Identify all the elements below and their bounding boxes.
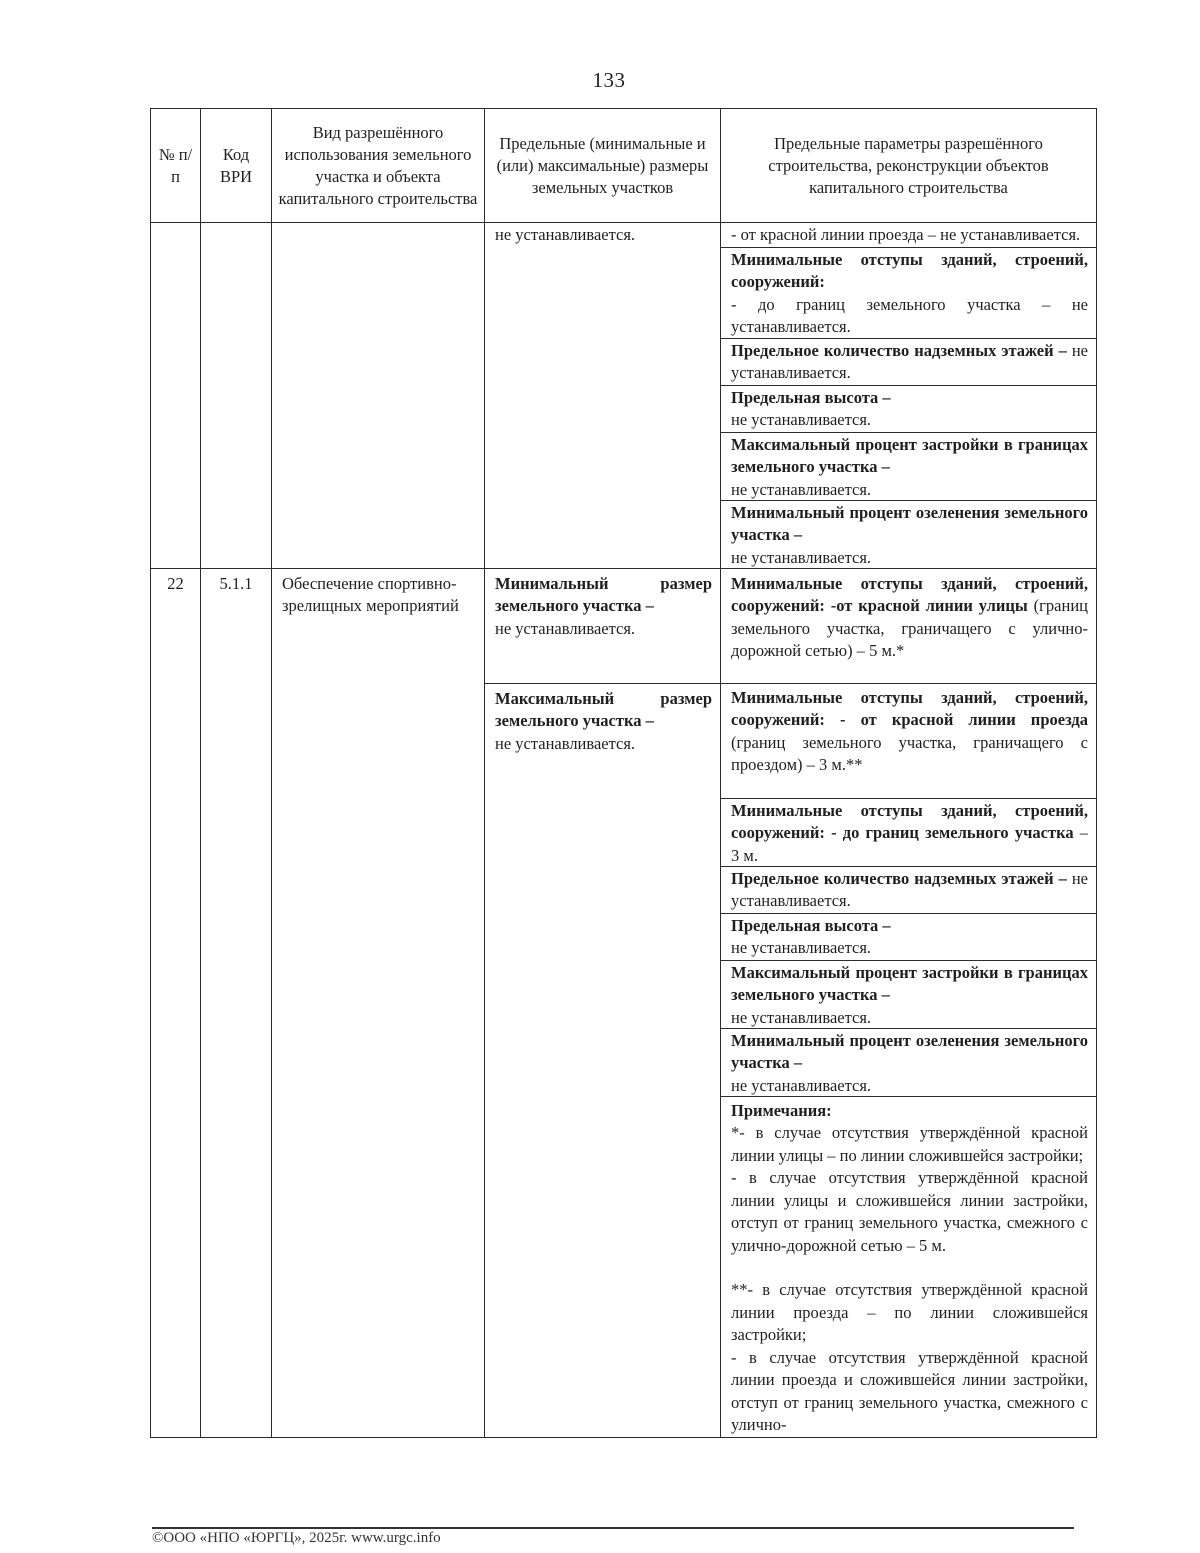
header-code: Код ВРИ — [201, 109, 272, 223]
param-item: Минимальные отступы зданий, строений, сооружений: - до границ земельного участка – не устанавливается. — [721, 248, 1096, 339]
cell-num — [151, 223, 201, 569]
size-text: не устанавливается. — [495, 225, 636, 244]
header-params: Предельные параметры разрешённого строительства, реконструкции объектов капитального строительства — [721, 109, 1097, 223]
page-number: 133 — [592, 68, 626, 92]
param-item: Минимальные отступы зданий, строений, сооружений: - от красной линии проезда (границ земельного участка, граничащего с проездом) – 3 м.** — [721, 684, 1096, 799]
param-item: Минимальный процент озеленения земельного участка – не устанавливается. — [721, 1029, 1096, 1097]
header-type: Вид разрешённого использования земельного участка и объекта капитального строительства — [272, 109, 485, 223]
cell-type — [272, 223, 485, 569]
param-item: Максимальный процент застройки в границах земельного участка – не устанавливается. — [721, 961, 1096, 1029]
param-item: Предельное количество надземных этажей – не устанавливается. — [721, 867, 1096, 914]
cell-code — [201, 223, 272, 569]
param-item: - от красной линии проезда – не устанавливается. — [721, 223, 1096, 248]
cell-sizes — [485, 568, 721, 1437]
param-item: Минимальный процент озеленения земельного участка – не устанавливается. — [731, 502, 1088, 567]
cell-num: 22 — [151, 568, 201, 1437]
note-paragraph: - в случае отсутствия утверждённой красной линии проезда и сложившейся линии застройки, отступ от границ земельного участка, смежного с улично- — [731, 1347, 1088, 1434]
notes — [721, 1097, 1096, 1437]
param-item: Предельная высота – не устанавливается. — [721, 386, 1096, 433]
cell-sizes — [485, 223, 721, 569]
note-paragraph: **- в случае отсутствия утверждённой красной линии проезда – по линии сложившейся застройки; — [731, 1280, 1088, 1344]
size-min: Минимальный размер земельного участка – не устанавливается. — [485, 569, 720, 684]
param-item: Минимальные отступы зданий, строений, сооружений: -от красной линии улицы (границ земельного участка, граничащего с улично-дорожной сетью) – 5 м.* — [721, 569, 1096, 684]
cell-code: 5.1.1 — [201, 568, 272, 1437]
cell-params — [721, 223, 1097, 569]
param-item: Предельное количество надземных этажей – не устанавливается. — [721, 339, 1096, 386]
footer-copyright: ©ООО «НПО «ЮРГЦ», 2025г. www.urgc.info — [152, 1530, 441, 1546]
size-max: Максимальный размер земельного участка – не устанавливается. — [495, 688, 712, 753]
table-row-continued — [151, 223, 1097, 569]
zoning-table — [150, 108, 1097, 1438]
cell-params — [721, 568, 1097, 1437]
param-item: Предельная высота – не устанавливается. — [721, 914, 1096, 961]
table-header — [151, 109, 1097, 223]
table-row-22 — [151, 568, 1097, 1437]
header-num: № п/п — [151, 109, 201, 223]
note-paragraph: - в случае отсутствия утверждённой красной линии улицы и сложившейся линии застройки, отступ от границ земельного участка, смежного с улично-дорожной сетью – 5 м. — [731, 1168, 1088, 1255]
param-item: Минимальные отступы зданий, строений, сооружений: - до границ земельного участка – 3 м. — [721, 799, 1096, 867]
footer-rule — [152, 1527, 1074, 1529]
notes-title: Примечания: — [731, 1100, 832, 1120]
header-sizes: Предельные (минимальные и (или) максимальные) размеры земельных участков — [485, 109, 721, 223]
param-item: Максимальный процент застройки в границах земельного участка – не устанавливается. — [721, 433, 1096, 501]
cell-type: Обеспечение спортивно-зрелищных мероприятий — [272, 568, 485, 1437]
note-paragraph: *- в случае отсутствия утверждённой красной линии улицы – по линии сложившейся застройки; — [731, 1123, 1088, 1165]
